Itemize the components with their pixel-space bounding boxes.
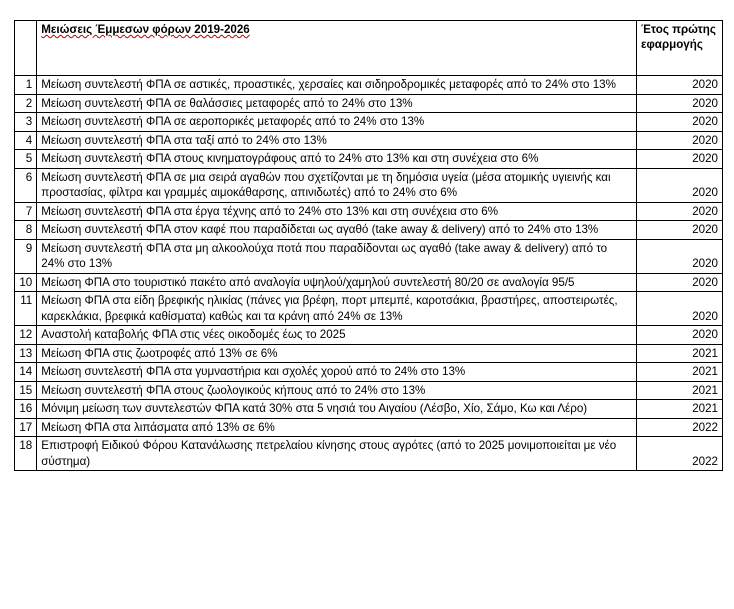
table-header-row	[15, 21, 723, 76]
row-description: Μείωση συντελεστή ΦΠΑ σε θαλάσσιες μεταφορές από το 24% στο 13%	[37, 94, 637, 113]
row-year: 2020	[637, 131, 723, 150]
row-number: 7	[15, 202, 37, 221]
row-year: 2020	[637, 150, 723, 169]
row-number: 15	[15, 381, 37, 400]
row-number: 14	[15, 363, 37, 382]
row-description: Μείωση ΦΠΑ στις ζωοτροφές από 13% σε 6%	[37, 344, 637, 363]
table-row	[15, 363, 723, 382]
row-year: 2020	[637, 94, 723, 113]
table-title: Μειώσεις Έμμεσων φόρων 2019-2026	[37, 21, 637, 76]
table-row	[15, 94, 723, 113]
row-description: Μείωση συντελεστή ΦΠΑ στα ταξί από το 24% στο 13%	[37, 131, 637, 150]
table-row	[15, 273, 723, 292]
row-description: Μείωση συντελεστή ΦΠΑ στα μη αλκοολούχα ποτά που παραδίδονται ως αγαθό (take away & delivery) από το 24% στο 13%	[37, 239, 637, 273]
table-row	[15, 131, 723, 150]
table-row	[15, 150, 723, 169]
row-year: 2020	[637, 221, 723, 240]
table-row	[15, 437, 723, 471]
row-description: Μείωση συντελεστή ΦΠΑ στους κινηματογράφους από το 24% στο 13% και στη συνέχεια στο 6%	[37, 150, 637, 169]
row-year: 2020	[637, 168, 723, 202]
row-description: Μείωση ΦΠΑ στο τουριστικό πακέτο από αναλογία υψηλού/χαμηλού συντελεστή 80/20 σε αναλογία 95/5	[37, 273, 637, 292]
row-description: Μόνιμη μείωση των συντελεστών ΦΠΑ κατά 30% στα 5 νησιά του Αιγαίου (Λέσβο, Χίο, Σάμο, Κω και Λέρο)	[37, 400, 637, 419]
table-row	[15, 326, 723, 345]
row-year: 2022	[637, 437, 723, 471]
table-row	[15, 113, 723, 132]
row-year: 2021	[637, 381, 723, 400]
table-row	[15, 418, 723, 437]
table-row	[15, 168, 723, 202]
row-number: 3	[15, 113, 37, 132]
row-description: Μείωση συντελεστή ΦΠΑ στους ζωολογικούς κήπους από το 24% στο 13%	[37, 381, 637, 400]
row-description: Επιστροφή Ειδικού Φόρου Κατανάλωσης πετρελαίου κίνησης στους αγρότες (από το 2025 μονιμοποιείται με νέο σύστημα)	[37, 437, 637, 471]
row-number: 5	[15, 150, 37, 169]
row-description: Αναστολή καταβολής ΦΠΑ στις νέες οικοδομές έως το 2025	[37, 326, 637, 345]
row-number: 4	[15, 131, 37, 150]
table-row	[15, 202, 723, 221]
row-number: 2	[15, 94, 37, 113]
table-row	[15, 239, 723, 273]
table-row	[15, 400, 723, 419]
row-description: Μείωση ΦΠΑ στα λιπάσματα από 13% σε 6%	[37, 418, 637, 437]
row-year: 2022	[637, 418, 723, 437]
tax-reductions-table	[14, 20, 723, 471]
row-number: 10	[15, 273, 37, 292]
row-number: 18	[15, 437, 37, 471]
row-year: 2020	[637, 113, 723, 132]
table-row	[15, 221, 723, 240]
row-year: 2020	[637, 202, 723, 221]
row-year: 2020	[637, 326, 723, 345]
table-row	[15, 344, 723, 363]
row-number: 16	[15, 400, 37, 419]
row-description: Μείωση συντελεστή ΦΠΑ σε μια σειρά αγαθών που σχετίζονται με τη δημόσια υγεία (μέσα ατομικής υγιεινής και προστασίας, φίλτρα και γραμμές αιμοκάθαρσης, απινιδωτές) από το 24% στο 6%	[37, 168, 637, 202]
row-description: Μείωση ΦΠΑ στα είδη βρεφικής ηλικίας (πάνες για βρέφη, πορτ μπεμπέ, καροτσάκια, βραστήρες, αποστειρωτές, καρεκλάκια, βρεφικά καθίσματα) καθώς και τα κράνη από 24% σε 13%	[37, 292, 637, 326]
row-description: Μείωση συντελεστή ΦΠΑ σε αεροπορικές μεταφορές από το 24% στο 13%	[37, 113, 637, 132]
header-number-cell	[15, 21, 37, 76]
row-number: 6	[15, 168, 37, 202]
row-number: 9	[15, 239, 37, 273]
row-number: 1	[15, 76, 37, 95]
row-year: 2021	[637, 363, 723, 382]
row-number: 12	[15, 326, 37, 345]
row-year: 2021	[637, 400, 723, 419]
row-year: 2020	[637, 273, 723, 292]
row-number: 13	[15, 344, 37, 363]
row-year: 2021	[637, 344, 723, 363]
table-row	[15, 381, 723, 400]
row-number: 17	[15, 418, 37, 437]
row-year: 2020	[637, 76, 723, 95]
row-number: 8	[15, 221, 37, 240]
table-row	[15, 292, 723, 326]
row-year: 2020	[637, 239, 723, 273]
table-row	[15, 76, 723, 95]
row-description: Μείωση συντελεστή ΦΠΑ στον καφέ που παραδίδεται ως αγαθό (take away & delivery) από το 24% στο 13%	[37, 221, 637, 240]
row-description: Μείωση συντελεστή ΦΠΑ σε αστικές, προαστικές, χερσαίες και σιδηροδρομικές μεταφορές από το 24% στο 13%	[37, 76, 637, 95]
row-description: Μείωση συντελεστή ΦΠΑ στα γυμναστήρια και σχολές χορού από το 24% στο 13%	[37, 363, 637, 382]
row-year: 2020	[637, 292, 723, 326]
row-number: 11	[15, 292, 37, 326]
row-description: Μείωση συντελεστή ΦΠΑ στα έργα τέχνης από το 24% στο 13% και στη συνέχεια στο 6%	[37, 202, 637, 221]
year-column-header: Έτος πρώτης εφαρμογής	[637, 21, 723, 76]
